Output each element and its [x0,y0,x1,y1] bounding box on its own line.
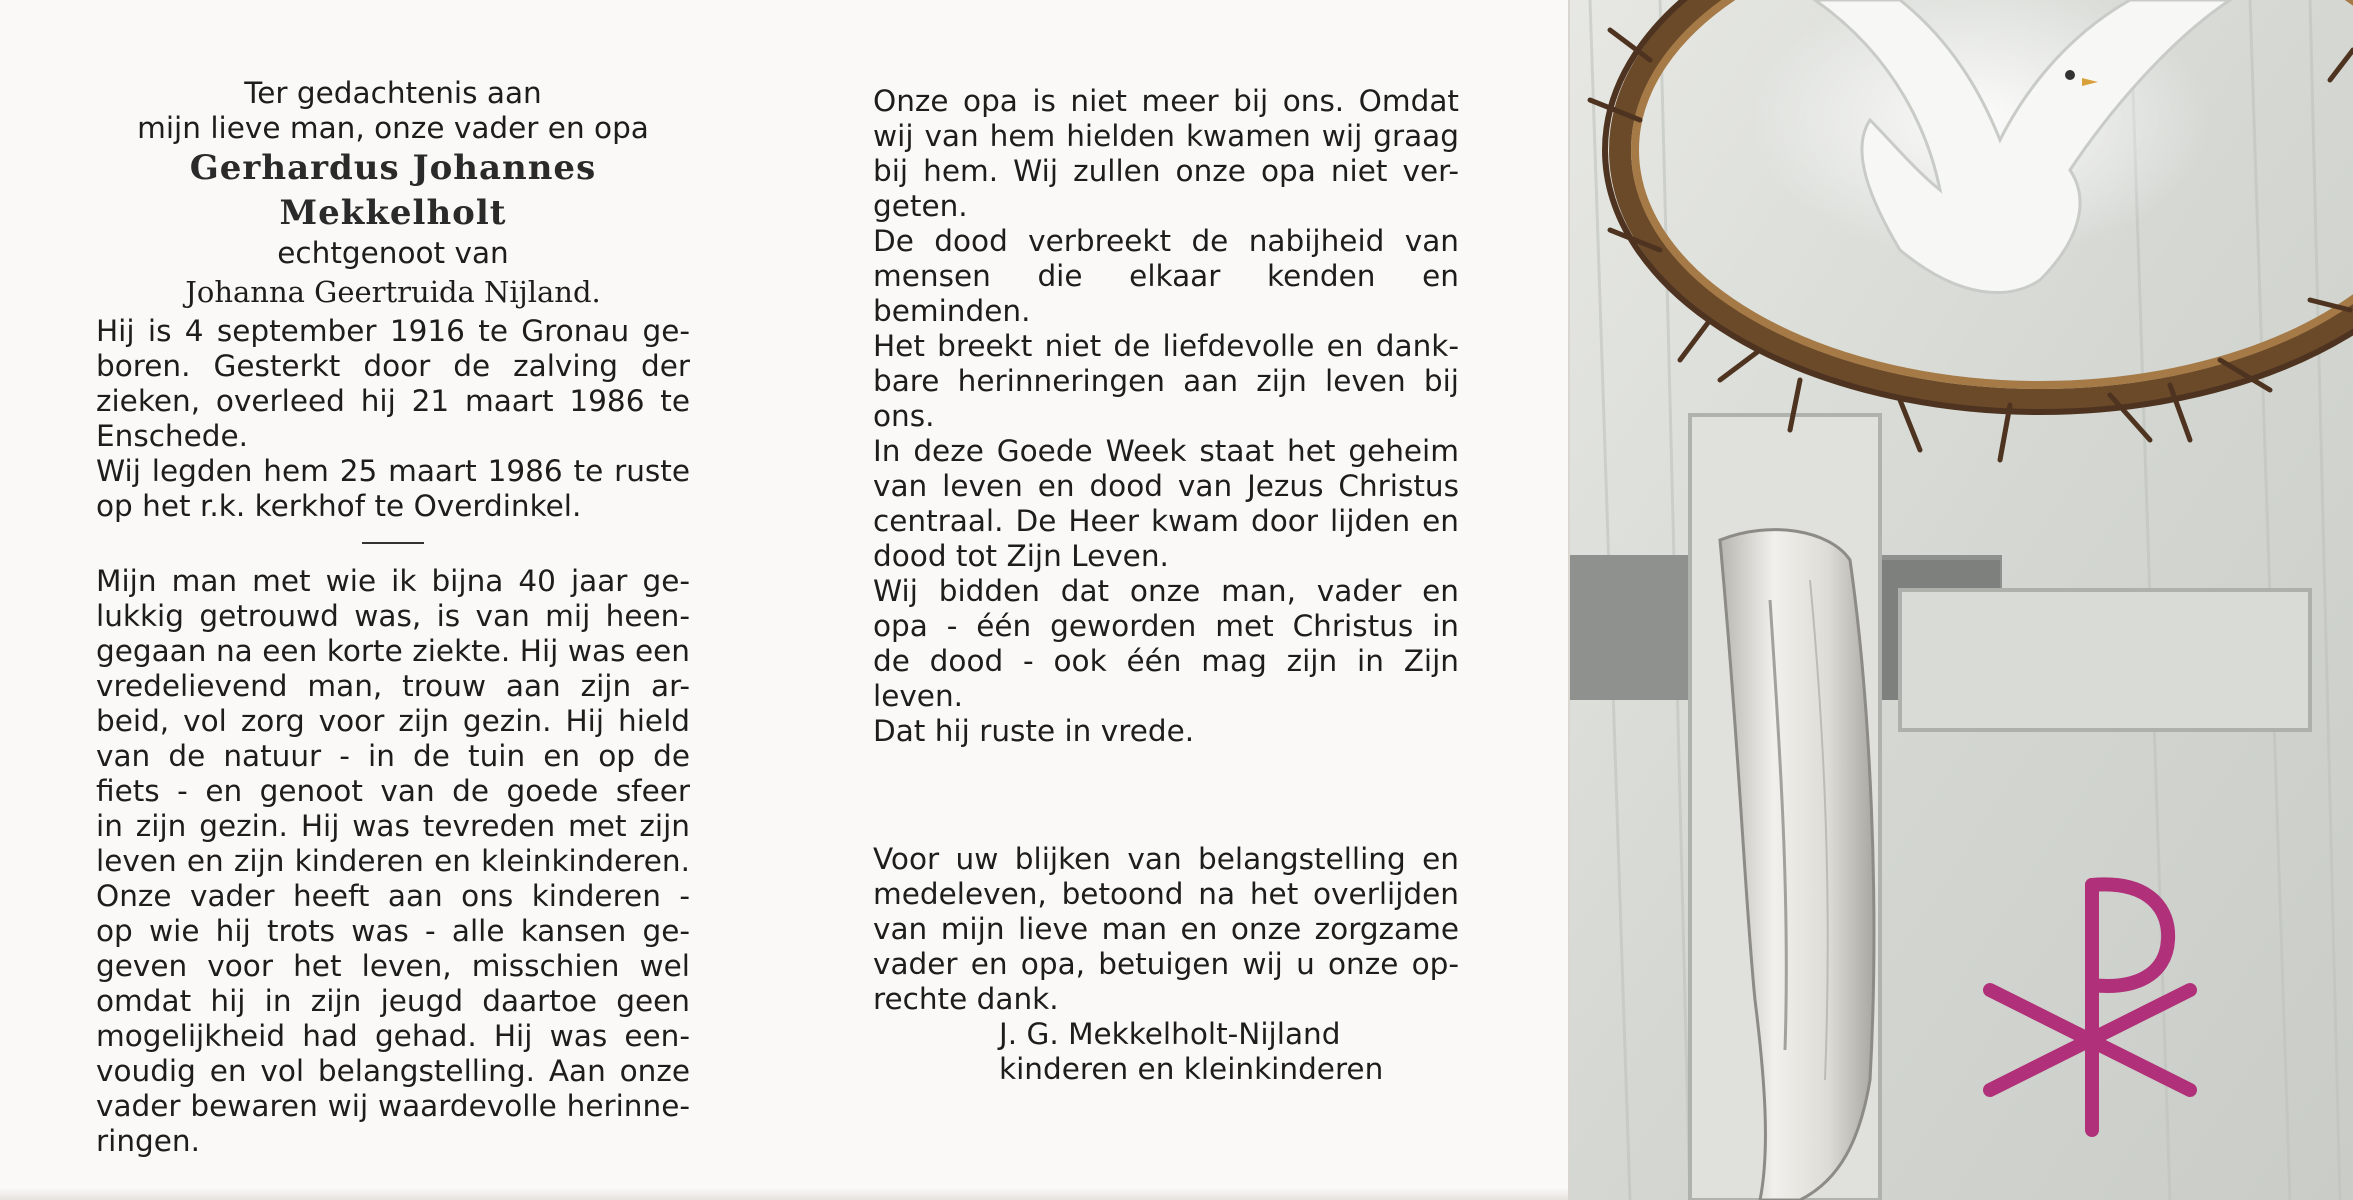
signature-block [999,1017,1383,1087]
signature-name: J. G. Mekkelholt-Nijland [999,1017,1341,1051]
religious-artwork [1570,0,2353,1200]
text-line: leven en zijn kinderen en kleinkinderen. [96,844,690,878]
text-line: opa - één geworden met Christus in [873,609,1459,643]
text-line: Het breekt niet de liefdevolle en dank- [873,329,1459,363]
text-line: vader bewaren wij waardevolle herinne- [96,1089,690,1123]
text-line: de dood - ook één mag zijn in Zijn [873,644,1459,678]
text-line: Wij bidden dat onze man, vader en [873,574,1459,608]
text-line: van de natuur - in de tuin en op de [96,739,690,773]
intro-line: Ter gedachtenis aan [244,76,542,110]
text-line: leven. [873,679,964,713]
text-line: dood tot Zijn Leven. [873,539,1169,573]
text-line: bare herinneringen aan zijn leven bij [873,364,1459,398]
text-line: op wie hij trots was - alle kansen ge- [96,914,690,948]
intro-line: mijn lieve man, onze vader en opa [137,111,649,145]
text-line: geven voor het leven, misschien wel [96,949,690,983]
left-panel [96,76,690,1159]
text-line: wij van hem hielden kwamen wij graag [873,119,1459,153]
text-line: omdat hij in zijn jeugd daartoe geen [96,984,690,1018]
text-line: bij hem. Wij zullen onze opa niet ver- [873,154,1459,188]
text-line: In deze Goede Week staat het geheim [873,434,1459,468]
text-line: Hij is 4 september 1916 te Gronau ge- [96,314,690,348]
text-line: boren. Gesterkt door de zalving der [96,349,690,383]
deceased-name-line2: Mekkelholt [279,193,507,233]
text-line: Dat hij ruste in vrede. [873,714,1195,748]
text-line: op het r.k. kerkhof te Overdinkel. [96,489,582,523]
separator-rule [362,542,424,544]
thanks-paragraph [873,842,1459,1017]
text-line: Onze opa is niet meer bij ons. Omdat [873,84,1459,118]
text-line: medeleven, betoond na het overlijden [873,877,1459,911]
text-line: Onze vader heeft aan ons kinderen - [96,879,690,913]
text-line: Enschede. [96,419,249,453]
text-line: ons. [873,399,935,433]
text-line: beid, vol zorg voor zijn gezin. Hij hield [96,704,690,738]
text-line: gegaan na een korte ziekte. Hij was een [96,634,690,668]
text-line: vader en opa, betuigen wij u onze op- [873,947,1459,981]
text-line: Voor uw blijken van belangstelling en [873,842,1459,876]
text-line: voudig en vol belangstelling. Aan onze [96,1054,690,1088]
deceased-name-line1: Gerhardus Johannes [189,148,597,188]
text-line: in zijn gezin. Hij was tevreden met zijn [96,809,690,843]
card-edge [0,1188,1568,1200]
text-line: Wij legden hem 25 maart 1986 te ruste [96,454,690,488]
text-line: mogelijkheid had gehad. Hij was een- [96,1019,690,1053]
text-line: vredelievend man, trouw aan zijn ar- [96,669,690,703]
text-line: De dood verbreekt de nabijheid van [873,224,1459,258]
text-line: ringen. [96,1124,200,1158]
text-line: Mijn man met wie ik bijna 40 jaar ge- [96,564,690,598]
text-line: rechte dank. [873,982,1059,1016]
text-line: van leven en dood van Jezus Christus [873,469,1459,503]
tribute-paragraph [96,564,690,1159]
text-line: mensen die elkaar kenden en beminden. [873,259,1459,328]
text-line: lukkig getrouwd was, is van mij heen- [96,599,690,633]
text-line: geten. [873,189,968,223]
text-line: zieken, overleed hij 21 maart 1986 te [96,384,690,418]
bio-paragraph [96,314,690,524]
signature-family: kinderen en kleinkinderen [999,1052,1384,1086]
spouse-name: Johanna Geertruida Nijland. [185,275,601,309]
text-line: centraal. De Heer kwam door lijden en [873,504,1459,538]
text-line: van mijn lieve man en onze zorgzame [873,912,1459,946]
spouse-intro: echtgenoot van [277,236,509,270]
text-line: fiets - en genoot van de goede sfeer [96,774,690,808]
middle-text [873,84,1459,749]
